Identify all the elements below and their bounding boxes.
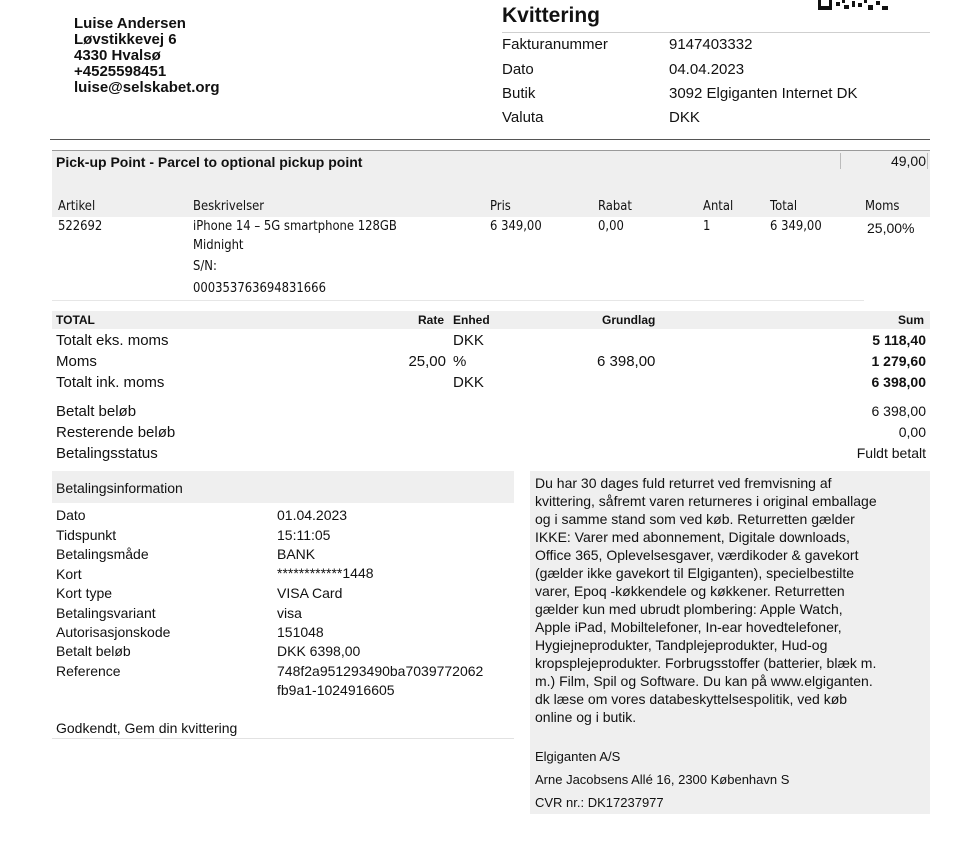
return-policy-line: m.) Film, Spil og Software. Du kan på www.elgiganten. [535, 673, 873, 689]
payinfo-value-time: 15:11:05 [277, 527, 331, 543]
totals-header-rate: Rate [418, 313, 445, 327]
col-vat: Moms [865, 198, 900, 214]
remaining-amount-value: 0,00 [898, 424, 926, 440]
item-vat: 25,00% [867, 220, 915, 236]
col-price: Pris [490, 198, 511, 214]
item-desc-line-4: 000353763694831666 [193, 280, 326, 296]
invoice-number-value: 9147403332 [669, 36, 753, 53]
payment-info-divider [52, 738, 514, 739]
currency-label: Valuta [502, 109, 544, 126]
total-excl-vat-label: Totalt eks. moms [56, 332, 169, 349]
return-policy-text [535, 474, 927, 726]
payinfo-value-date: 01.04.2023 [277, 507, 348, 523]
total-excl-vat-sum: 5 118,40 [872, 332, 926, 348]
item-desc-line-1: iPhone 14 – 5G smartphone 128GB [193, 218, 397, 234]
return-policy-line: Apple iPad, Mobiltelefoner, In-ear hovedtelefoner, [535, 619, 842, 635]
receipt-title: Kvittering [502, 4, 601, 27]
payinfo-label-card: Kort [56, 566, 82, 582]
return-policy-line: kropsplejeprodukter. Forbrugsstoffer (batterier, blæk m. [535, 655, 877, 671]
item-total: 6 349,00 [770, 218, 822, 234]
payinfo-value-card: ************1448 [277, 565, 374, 581]
currency-value: DKK [669, 109, 700, 126]
customer-city: 4330 Hvalsø [74, 47, 161, 64]
vat-rate: 25,00 [408, 353, 446, 370]
totals-header-base: Grundlag [602, 313, 656, 327]
payinfo-label-date: Dato [56, 507, 86, 523]
payment-info-title: Betalingsinformation [56, 480, 183, 496]
return-policy-line: (gælder ikke gavekort til Elgiganten), specielbestilte [535, 565, 855, 581]
qr-code-icon [818, 0, 890, 12]
return-policy-line: Office 365, Oplevelsesgaver, værdikoder & gavekort [535, 547, 859, 563]
item-discount: 0,00 [598, 218, 624, 234]
item-price: 6 349,00 [490, 218, 542, 234]
totals-header-unit: Enhed [453, 313, 490, 327]
company-cvr: CVR nr.: DK17237977 [535, 795, 664, 810]
return-policy-line: Hygiejneprodukter, Tandplejeprodukter, Hud-og [535, 637, 828, 653]
header-divider [502, 32, 930, 33]
item-desc-line-2: Midnight [193, 237, 244, 253]
customer-email: luise@selskabet.org [74, 79, 220, 96]
total-incl-vat-unit: DKK [453, 374, 484, 391]
totals-header-label: TOTAL [56, 313, 95, 327]
totals-header-sum: Sum [898, 313, 925, 327]
payinfo-label-method: Betalingsmåde [56, 546, 149, 562]
item-quantity: 1 [703, 218, 711, 234]
col-total: Total [770, 198, 798, 214]
customer-street: Løvstikkevej 6 [74, 31, 177, 48]
paid-amount-value: 6 398,00 [871, 403, 926, 419]
return-policy-line: Du har 30 dages fuld returret ved fremvisning af [535, 475, 832, 491]
return-policy-line: IKKE: Varer med abonnement, Digitale downloads, [535, 529, 850, 545]
shipping-price: 49,00 [840, 153, 928, 169]
col-quantity: Antal [703, 198, 734, 214]
payinfo-value-reference: 748f2a951293490ba7039772062 [277, 663, 484, 679]
customer-address [74, 16, 220, 96]
vat-unit: % [453, 353, 467, 370]
item-row-divider [52, 300, 864, 301]
col-article: Artikel [58, 198, 96, 214]
company-name: Elgiganten A/S [535, 749, 621, 764]
return-policy-line: kvittering, såfremt varen returneres i original emballage [535, 493, 877, 509]
totals-header-row [52, 311, 930, 329]
store-value: 3092 Elgiganten Internet DK [669, 85, 858, 102]
invoice-number-label: Fakturanummer [502, 36, 608, 53]
payinfo-label-variant: Betalingsvariant [56, 605, 156, 621]
total-incl-vat-sum: 6 398,00 [871, 374, 926, 390]
vat-base: 6 398,00 [597, 353, 656, 370]
return-policy-line: dk læse om vores databeskyttelsespolitik, ved køb [535, 691, 848, 707]
section-divider [50, 139, 930, 140]
payment-status-value: Fuldt betalt [856, 445, 926, 461]
payinfo-label-paid: Betalt beløb [56, 643, 131, 659]
customer-phone: +4525598451 [74, 63, 167, 80]
payment-status-label: Betalingsstatus [56, 445, 158, 462]
vat-sum: 1 279,60 [871, 353, 926, 369]
payinfo-label-reference: Reference [56, 663, 121, 679]
vat-label: Moms [56, 353, 97, 370]
return-policy-line: varer, Epoq -køkkendele og køkkener. Returretten [535, 583, 845, 599]
date-value: 04.04.2023 [669, 61, 745, 78]
remaining-amount-label: Resterende beløb [56, 424, 176, 441]
company-address: Arne Jacobsens Allé 16, 2300 København S [535, 772, 790, 787]
approved-note: Godkendt, Gem din kvittering [56, 720, 238, 736]
payinfo-label-auth-code: Autorisasjonskode [56, 624, 171, 640]
payinfo-value-paid: DKK 6398,00 [277, 643, 361, 659]
payinfo-value-method: BANK [277, 546, 316, 562]
return-policy-line: og i samme stand som ved køb. Returretten gælder [535, 511, 855, 527]
payinfo-value-variant: visa [277, 605, 302, 621]
payinfo-label-card-type: Kort type [56, 585, 113, 601]
item-article: 522692 [58, 218, 103, 234]
store-label: Butik [502, 85, 536, 102]
item-desc-line-3: S/N: [193, 258, 217, 274]
date-label: Dato [502, 61, 534, 78]
shipping-label: Pick-up Point - Parcel to optional pickup point [56, 154, 363, 170]
col-discount: Rabat [598, 198, 632, 214]
payinfo-value-auth-code: 151048 [277, 624, 324, 640]
payinfo-label-time: Tidspunkt [56, 527, 117, 543]
total-incl-vat-label: Totalt ink. moms [56, 374, 165, 391]
col-description: Beskrivelser [193, 198, 265, 214]
payinfo-value-reference-cont: fb9a1-1024916605 [277, 682, 395, 698]
payinfo-value-card-type: VISA Card [277, 585, 343, 601]
customer-name: Luise Andersen [74, 15, 186, 32]
paid-amount-label: Betalt beløb [56, 403, 137, 420]
return-policy-line: gælder kun med ubrudt plombering: Apple Watch, [535, 601, 843, 617]
total-excl-vat-unit: DKK [453, 332, 484, 349]
return-policy-line: online og i butik. [535, 709, 637, 725]
